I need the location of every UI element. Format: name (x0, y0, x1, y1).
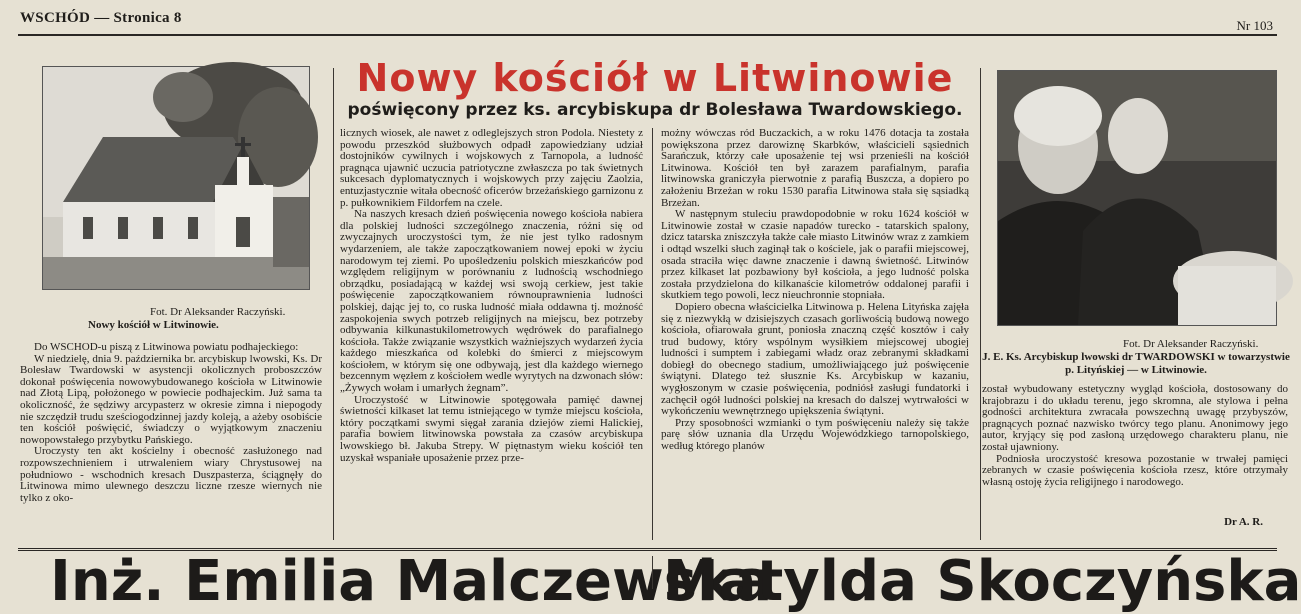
left-photo-credit: Fot. Dr Aleksander Raczyński. (150, 306, 286, 318)
church-image (43, 67, 309, 289)
article-column-2 (340, 128, 643, 540)
bottom-headline-left: Inż. Emilia Malczewska (50, 549, 773, 614)
header-rule (18, 34, 1277, 36)
archbishop-photo (997, 70, 1277, 326)
page-number: Nr 103 (1236, 18, 1273, 33)
column-divider (980, 68, 981, 540)
left-photo-caption: Nowy kościół w Litwinowie. (88, 319, 219, 331)
col3-paragraph-1: możny wówczas ród Buczackich, a w roku 1476 dotacja ta została powiększona przez darowiznę Skarbków, właścicieli sąsiednich Sarańczuk, którzy całe uposażenie tej wsi przenieśli na kościół Litwinowa. Kościół ten był zarazem parafialnym, parafia litwinowska graniczyła pierwotnie z parafią Buszcza, a dopiero po założeniu Brzeżan w roku 1530 parafia Litwinowa stała się sąsiadką Brzeżan. (661, 127, 969, 209)
article-column-4 (982, 384, 1288, 516)
col1-intro: Do WSCHOD-u piszą z Litwinowa powiatu podhajeckiego: (34, 341, 299, 353)
article-subtitle: poświęcony przez ks. arcybiskupa dr Bolesława Twardowskiego. (347, 100, 963, 120)
bottom-headline-right: Matylda Skoczyńska (663, 549, 1301, 614)
col2-paragraph-1: licznych wiosek, ale nawet z odleglejszych stron Podola. Niestety z powodu przeszkód służbowych odpadł zapowiedziany udział dostojników cywilnych i wojskowych z Tarnopola, a ludność pragnąca ujawnić uczucia patriotyczne zwłaszcza po tak świetnych sukcesach dyplomatycznych i wojskowych przy zajęciu Zaolzia, entuzjastycznie witała obecność oficerów brzeżańskiego garnizonu z p. pułkownikiem Fildorfem na czele. (340, 127, 643, 209)
article-column-3 (661, 128, 969, 540)
col2-paragraph-3: Uroczystość w Litwinowie spotęgowała pamięć dawnej świetności kilkaset lat temu istniejącego w tymże miejscu kościoła, który początkami swymi sięgał zarania dziejów ziemi Halickiej, parafia bowiem litwinowska powstała za czasów arcybiskupa lwowskiego bł. Jakuba Strepy. W piętnastym wieku kościół ten uzyskał wspaniałe uposażenie przez prze- (340, 393, 643, 464)
column-divider (652, 556, 653, 589)
column-divider (333, 68, 334, 540)
page-header-left: WSCHÓD — Stronica 8 (20, 10, 182, 26)
col1-paragraph-2: W niedzielę, dnia 9. października br. arcybiskup lwowski, Ks. Dr Bolesław Twardowski w asystencji okolicznych proboszczów dokonał poświęcenia nowowybudowanego kościoła w Litwinowie nad Złotą Lipą, położonego w powiecie podhajeckim. Już sama ta okoliczność, że sędziwy arcypasterz w okresie zimna i niepogody nie szczędził trudu sześciogodzinnej jazdy koleją, a ażeby osobiście ten kościół poświęcić, świadczy o wyjątkowym znaczeniu nowopowstałego przybytku Pańskiego. (20, 352, 322, 446)
right-photo-caption: J. E. Ks. Arcybiskup lwowski dr TWARDOWSKI w towarzystwie p. Lityńskiej — w Litwinowie. (982, 351, 1290, 376)
col1-paragraph-3: Uroczysty ten akt kościelny i obecność zasłużonego nad rozpowszechnieniem i utrwaleniem wiary Chrystusowej na południowo - wschodnich kresach Duszpasterza, ściągnęły do Litwinowa mimo ulewnego deszczu liczne rzesze wiernych nie tylko z oko- (20, 445, 322, 504)
article-title: Nowy kościół w Litwinowie (356, 56, 954, 100)
column-divider (652, 128, 653, 540)
article-column-1 (20, 342, 322, 540)
right-photo-credit: Fot. Dr Aleksander Raczyński. (1123, 338, 1259, 350)
col4-paragraph-2: Podniosła uroczystość kresowa pozostanie w trwałej pamięci zebranych w czasie poświęcenia kościoła rzesz, które otrzymały własną ostoję życia religijnego i narodowego. (982, 452, 1288, 488)
col3-paragraph-3: Dopiero obecna właścicielka Litwinowa p. Helena Lityńska zajęła się z niezwykłą w dzisiejszych czasach gorliwością budową nowego kościoła, ofiarowała grunt, poniosła znaczną część kosztów i cały trud budowy, który wspólnym wysiłkiem miejscowej ubogiej ludności i sumptem i zabiegami władz oraz zebranymi składkami dobiegł do obecnego stadium, umożliwiającego już poświęcenie świątyni. Dlatego też słusznie Ks. Arcybiskup w kazaniu, wygłoszonym w czasie poświęcenia, podniósł zasługi fundatorki i zachęcił ogół ludności polskiej na kresach do dalszej wytrwałości w wykończeniu wewnętrznego upiększenia świątyni. (661, 300, 969, 418)
archbishop-image (998, 71, 1276, 325)
col4-paragraph-1: został wybudowany estetyczny wygląd kościoła, dostosowany do krajobrazu i do układu terenu, jego skromna, ale stylowa i pełna godności architektura zwracała powszechną uwagę przybyszów, pragnących poznać nazwisko twórcy tego planu. Anonimowy jego autor, kryjący się pod zasłoną urzędowego charakteru planu, nie został ujawniony. (982, 383, 1288, 453)
church-photo (42, 66, 310, 290)
col3-paragraph-4: Przy sposobności wzmianki o tym poświęceniu należy się także parę słów uznania dla Urzędu Wojewódzkiego tarnopolskiego, według którego planów (661, 416, 969, 453)
col3-paragraph-2: W następnym stuleciu prawdopodobnie w roku 1624 kościół w Litwinowie został w czasie napadów turecko - tatarskich spalony, dzicz tatarska zniszczyła także całe miasto Litwinów wraz z zamkiem i odtąd wszelki słuch zaginął tak o kościele, jak o parafii miejscowej, osada straciła więc dawne znaczenie i dawną świetność. Litwinów przez kilkaset lat pozbawiony był kościoła, a jego ludność polska została przydzielona do kilkanaście kilometrów oddalonej parafii i skutkiem tego powoli, lecz nieuchronnie stopniała. (661, 208, 969, 302)
article-signature: Dr A. R. (1224, 516, 1263, 528)
col2-paragraph-2: Na naszych kresach dzień poświęcenia nowego kościoła nabiera dla polskiej ludności szczególnego znaczenia, różni się od zwyczajnych uroczystości tym, że nie jest tylko radosnym wydarzeniem, ale także zapoczątkowaniem nowej epoki w życiu narodowym tej ziemi. Po upośledzeniu polskich mieszkańców pod względem religijnym w porównaniu z ludnością wschodniego obrządku, posiadającą w każdej wsi swoją cerkiew, jest takie poświęcenie zapoczątkowaniem równouprawnienia ludności polskiej, dając jej to, co ruska ludność miała oddawna tj. możność zaspokojenia swych potrzeb religijnych na miejscu, bez potrzeby odbywania kilkunastukilometrowych wędrówek do parafialnego kościoła. Także związanie wszystkich ważniejszych wydarzeń życia każdego mieszkańca od kolebki do śmierci z miejscowym kościołem, w którym się one odbywają, jest dla każdego wiernego bezcennym węzłem z kościołem wedle wyrytych na dzwonach słów: „Żywych wołam i umarłych żegnam”. (340, 208, 644, 395)
